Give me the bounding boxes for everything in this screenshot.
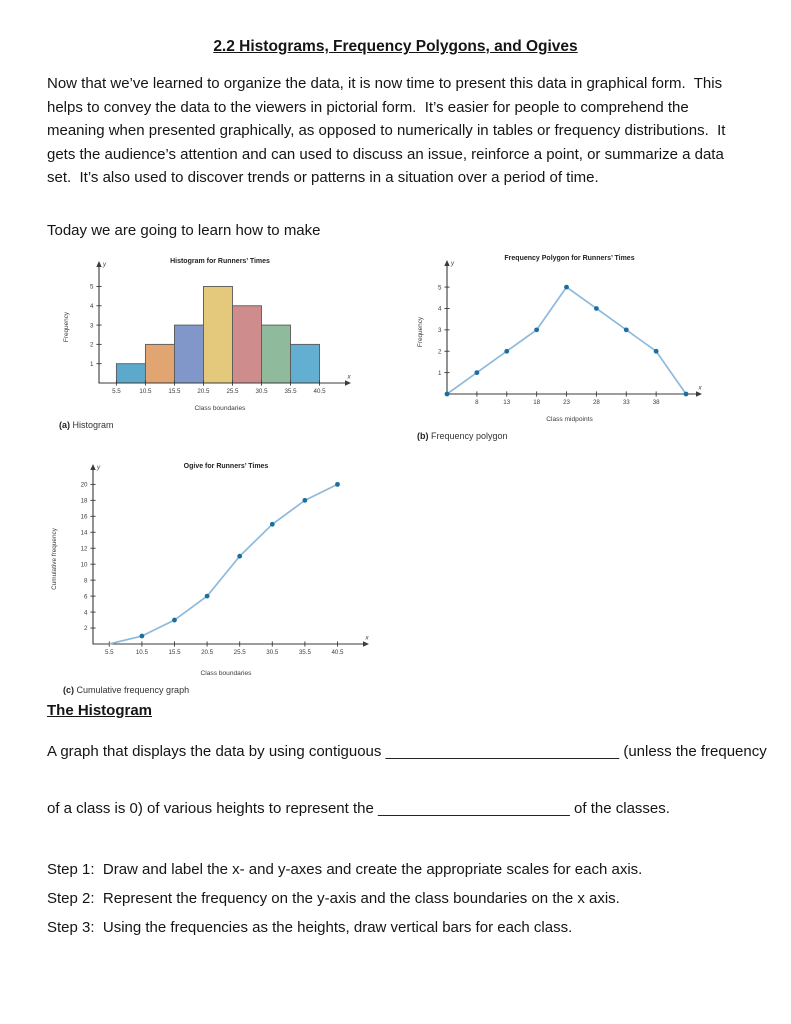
definition-line-1 [47, 742, 767, 760]
svg-text:x: x [365, 634, 369, 641]
svg-text:Frequency Polygon for Runners’: Frequency Polygon for Runners’ Times [504, 254, 635, 262]
svg-text:8: 8 [475, 398, 479, 406]
svg-text:5.5: 5.5 [112, 387, 121, 395]
svg-text:30.5: 30.5 [255, 387, 268, 395]
svg-text:40.5: 40.5 [313, 387, 326, 395]
frequency-polygon-chart [413, 252, 708, 424]
svg-text:Class midpoints: Class midpoints [546, 415, 593, 423]
charts-region [47, 252, 744, 695]
svg-text:20.5: 20.5 [201, 648, 214, 656]
svg-text:2: 2 [90, 341, 94, 349]
svg-text:33: 33 [622, 398, 630, 406]
svg-text:20.5: 20.5 [197, 387, 210, 395]
svg-text:25.5: 25.5 [226, 387, 239, 395]
caption-text-a: Histogram [72, 419, 114, 430]
svg-text:38: 38 [652, 398, 660, 406]
svg-text:16: 16 [80, 513, 88, 521]
svg-text:10.5: 10.5 [139, 387, 152, 395]
svg-text:15.5: 15.5 [168, 648, 181, 656]
svg-text:3: 3 [438, 326, 442, 334]
frequency-polygon-caption [417, 431, 708, 441]
caption-text-c: Cumulative frequency graph [76, 684, 190, 695]
svg-text:18: 18 [533, 398, 541, 406]
caption-label-c: (c) [63, 684, 74, 695]
lead-in-text: Today we are going to learn how to make [47, 221, 321, 239]
svg-text:4: 4 [438, 305, 442, 313]
svg-text:12: 12 [80, 544, 88, 552]
definition-line-1-after: (unless the frequency [619, 742, 767, 760]
svg-text:Frequency: Frequency [417, 316, 424, 347]
svg-text:13: 13 [503, 398, 511, 406]
svg-text:x: x [347, 373, 351, 380]
svg-text:4: 4 [84, 608, 88, 616]
definition-line-2 [47, 800, 744, 817]
svg-text:Histogram for Runners’ Times: Histogram for Runners’ Times [170, 257, 270, 265]
svg-text:x: x [698, 384, 702, 391]
svg-text:15.5: 15.5 [168, 387, 181, 395]
svg-text:35.5: 35.5 [298, 648, 311, 656]
svg-text:3: 3 [90, 321, 94, 329]
step-1: Step 1: Draw and label the x- and y-axes and create the appropriate scales for each axis. [47, 860, 643, 878]
svg-text:Cumulative frequency: Cumulative frequency [51, 527, 58, 590]
svg-text:8: 8 [84, 576, 88, 584]
svg-text:2: 2 [438, 347, 442, 355]
fill-blank-1: ____________________________ [385, 742, 620, 760]
histogram-figure [59, 255, 361, 430]
svg-text:10.5: 10.5 [135, 648, 148, 656]
caption-label-a: (a) [59, 419, 70, 430]
svg-text:y: y [96, 463, 101, 471]
fill-blank-2: _______________________ [378, 799, 570, 817]
definition-line-1-before: A graph that displays the data by using contiguous [47, 742, 386, 760]
svg-text:Frequency: Frequency [63, 311, 70, 342]
svg-text:Ogive for Runners’ Times: Ogive for Runners’ Times [183, 462, 269, 470]
svg-text:Class boundaries: Class boundaries [194, 404, 246, 412]
step-3: Step 3: Using the frequencies as the heights, draw vertical bars for each class. [47, 918, 573, 936]
svg-text:5: 5 [438, 283, 442, 291]
caption-label-b: (b) [417, 430, 429, 441]
ogive-chart [47, 460, 377, 678]
svg-text:28: 28 [592, 398, 600, 406]
section-heading-histogram: The Histogram [47, 701, 153, 719]
svg-text:2: 2 [84, 624, 88, 632]
svg-text:10: 10 [80, 560, 88, 568]
svg-text:y: y [102, 260, 107, 268]
frequency-polygon-figure [413, 252, 708, 441]
svg-text:30.5: 30.5 [266, 648, 279, 656]
svg-text:20: 20 [80, 481, 88, 489]
intro-paragraph: Now that we’ve learned to organize the data, it is now time to present this data in graphical form. This helps to convey the data to the viewers in pictorial form. It’s easier for people to comprehend the meaning when presented graphically, as opposed to numerically in tables or frequency distributions. It gets the audience’s attention and can used to discuss an issue, reinforce a point, or summarize a data set. It’s also used to discover trends or patterns in a situation over a period of time. [47, 75, 730, 186]
step-2: Step 2: Represent the frequency on the y-axis and the class boundaries on the x axis. [47, 889, 620, 907]
svg-text:14: 14 [80, 528, 88, 536]
svg-text:5: 5 [90, 283, 94, 291]
svg-text:6: 6 [84, 592, 88, 600]
ogive-caption [63, 685, 377, 695]
svg-text:1: 1 [438, 369, 442, 377]
page-title: 2.2 Histograms, Frequency Polygons, and Ogives [213, 38, 578, 55]
svg-text:Class boundaries: Class boundaries [200, 669, 252, 677]
svg-text:y: y [450, 259, 455, 267]
svg-text:23: 23 [563, 398, 570, 406]
histogram-caption [59, 420, 361, 430]
svg-text:40.5: 40.5 [331, 648, 344, 656]
svg-text:18: 18 [80, 497, 88, 505]
svg-text:5.5: 5.5 [104, 648, 114, 656]
definition-line-2-before: of a class is 0) of various heights to represent the [47, 799, 379, 817]
svg-text:25.5: 25.5 [233, 648, 246, 656]
ogive-figure [47, 460, 377, 695]
histogram-chart [59, 255, 361, 413]
svg-text:4: 4 [90, 302, 94, 310]
steps-list [47, 861, 744, 936]
svg-text:35.5: 35.5 [284, 387, 297, 395]
svg-text:1: 1 [90, 360, 94, 368]
caption-text-b: Frequency polygon [431, 430, 508, 441]
definition-line-2-after: of the classes. [569, 799, 670, 817]
